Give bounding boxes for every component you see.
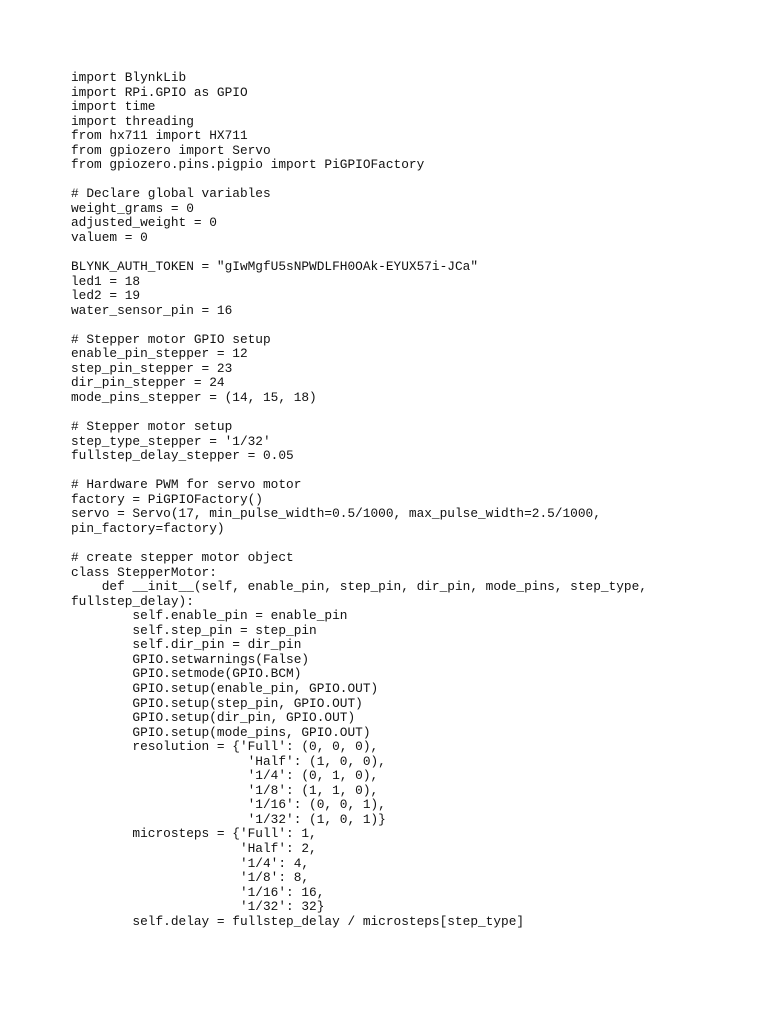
code-line: import RPi.GPIO as GPIO bbox=[71, 84, 248, 100]
code-line: step_pin_stepper = 23 bbox=[71, 360, 233, 376]
code-line: servo = Servo(17, min_pulse_width=0.5/1000, max_pulse_width=2.5/1000, bbox=[71, 506, 601, 522]
code-line: import BlynkLib bbox=[71, 70, 187, 85]
code-line: # Stepper motor GPIO setup bbox=[71, 331, 271, 347]
code-line: '1/32': (1, 0, 1)} bbox=[71, 811, 386, 827]
code-line: fullstep_delay): bbox=[71, 593, 194, 609]
code-line: # Stepper motor setup bbox=[71, 419, 233, 435]
code-line bbox=[71, 406, 647, 421]
code-line: class StepperMotor: bbox=[71, 564, 217, 580]
code-line: '1/16': (0, 0, 1), bbox=[71, 797, 386, 813]
code-line: 'Half': (1, 0, 0), bbox=[71, 753, 386, 769]
code-line: def __init__(self, enable_pin, step_pin, dir_pin, mode_pins, step_type, bbox=[71, 579, 647, 595]
code-line: self.enable_pin = enable_pin bbox=[71, 608, 348, 624]
code-line: GPIO.setup(dir_pin, GPIO.OUT) bbox=[71, 710, 356, 726]
code-line: '1/32': 32} bbox=[71, 899, 325, 915]
code-line: GPIO.setmode(GPIO.BCM) bbox=[71, 666, 302, 682]
code-line: '1/16': 16, bbox=[71, 884, 325, 900]
code-line: GPIO.setup(mode_pins, GPIO.OUT) bbox=[71, 724, 371, 740]
code-line: '1/8': (1, 1, 0), bbox=[71, 782, 379, 798]
code-line: # Hardware PWM for servo motor bbox=[71, 477, 302, 493]
code-line: self.delay = fullstep_delay / microsteps[step_type] bbox=[71, 913, 525, 929]
code-line bbox=[71, 246, 647, 261]
code-line: GPIO.setup(enable_pin, GPIO.OUT) bbox=[71, 680, 379, 696]
code-line: '1/4': (0, 1, 0), bbox=[71, 768, 379, 784]
code-line: from gpiozero import Servo bbox=[71, 142, 271, 158]
code-line bbox=[71, 318, 647, 333]
code-line: '1/8': 8, bbox=[71, 870, 310, 886]
code-line: import time bbox=[71, 99, 156, 115]
code-line bbox=[71, 464, 647, 479]
code-line: self.step_pin = step_pin bbox=[71, 622, 317, 638]
code-line: 'Half': 2, bbox=[71, 840, 317, 856]
code-line: GPIO.setup(step_pin, GPIO.OUT) bbox=[71, 695, 363, 711]
code-line: BLYNK_AUTH_TOKEN = "gIwMgfU5sNPWDLFH0OAk-EYUX57i-JCa" bbox=[71, 259, 479, 275]
code-line: microsteps = {'Full': 1, bbox=[71, 826, 317, 842]
code-line: enable_pin_stepper = 12 bbox=[71, 346, 248, 362]
code-line: step_type_stepper = '1/32' bbox=[71, 433, 271, 449]
code-line: pin_factory=factory) bbox=[71, 520, 225, 536]
code-line: GPIO.setwarnings(False) bbox=[71, 651, 310, 667]
code-line: factory = PiGPIOFactory() bbox=[71, 491, 263, 507]
code-line: water_sensor_pin = 16 bbox=[71, 302, 233, 318]
code-line: valuem = 0 bbox=[71, 230, 148, 246]
code-listing bbox=[71, 71, 647, 929]
code-line: dir_pin_stepper = 24 bbox=[71, 375, 225, 391]
code-line: '1/4': 4, bbox=[71, 855, 310, 871]
code-line: resolution = {'Full': (0, 0, 0), bbox=[71, 739, 379, 755]
code-line: from gpiozero.pins.pigpio import PiGPIOFactory bbox=[71, 157, 425, 173]
code-line: mode_pins_stepper = (14, 15, 18) bbox=[71, 390, 317, 406]
code-line: adjusted_weight = 0 bbox=[71, 215, 217, 231]
code-line: # Declare global variables bbox=[71, 186, 271, 202]
code-line: led1 = 18 bbox=[71, 273, 141, 289]
code-line: import threading bbox=[71, 113, 194, 129]
code-line: fullstep_delay_stepper = 0.05 bbox=[71, 448, 294, 464]
code-line: weight_grams = 0 bbox=[71, 200, 194, 216]
code-line: led2 = 19 bbox=[71, 288, 141, 304]
code-line: # create stepper motor object bbox=[71, 550, 294, 566]
code-line bbox=[71, 173, 647, 188]
code-line: from hx711 import HX711 bbox=[71, 128, 248, 144]
code-line bbox=[71, 537, 647, 552]
code-line: self.dir_pin = dir_pin bbox=[71, 637, 302, 653]
